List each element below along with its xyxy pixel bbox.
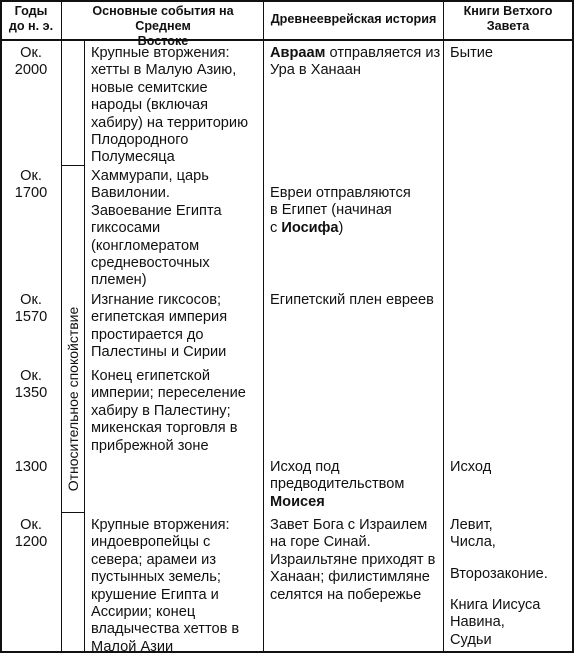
books-cell: Бытие (450, 45, 494, 61)
history-cell (270, 459, 442, 511)
history-text: Исход под предводительством (270, 459, 405, 493)
events-cell: Конец египетской империи; переселение хабиру в Палестину; микенская торговля в прибрежной зоне (91, 368, 246, 454)
header-events: Основные события на Среднем Востоке (92, 4, 234, 48)
header-books: Книги Ветхого Завета (463, 4, 553, 33)
table-top-border (0, 0, 574, 2)
history-person: Иосифа (281, 219, 339, 236)
history-text-end: ) (338, 219, 344, 236)
history-cell: Завет Бога с Израилем на горе Синай. Израильтяне приходят в Ханаан; филистимляне селятся на побережье (270, 517, 436, 603)
books-cell: Исход (450, 459, 492, 475)
history-person: Моисея (270, 493, 325, 510)
year-cell: Ок. 1570 (14, 292, 48, 326)
history-person: Авраам (270, 45, 326, 61)
books-cell-leviticus-numbers: Левит, Числа, (450, 517, 496, 551)
events-cell: Крупные вторжения: индоевропейцы с севера; арамеи из пустынных земель; крушение Египта и Ассирии; конец владычества хеттов в Малой Азии (91, 517, 240, 655)
history-text: Евреи отправляются в Египет (начиная с (270, 185, 411, 236)
year-cell: 1300 (14, 459, 48, 475)
header-history: Древнееврейская история (270, 12, 437, 26)
history-cell (270, 45, 442, 80)
year-cell: Ок. 1350 (14, 368, 48, 402)
side-label-text: Относительное спокойствие (65, 306, 81, 492)
side-label-calm-period (62, 165, 84, 633)
events-cell: Крупные вторжения: хетты в Малую Азию, новые семитские народы (включая хабиру) на территорию Плодородного Полумесяца (91, 45, 249, 166)
history-text: отправляется из Ура в Ханаан (270, 45, 441, 79)
subcol-divider-top (84, 40, 85, 165)
events-cell: Изгнание гиксосов; египетская империя простирается до Палестины и Сирии (91, 292, 228, 361)
year-cell: Ок. 1700 (14, 168, 48, 202)
table-bottom-border (0, 651, 574, 653)
col-divider-events (263, 0, 264, 653)
year-cell: Ок. 2000 (14, 45, 48, 79)
subcol-divider-bottom (84, 512, 85, 653)
books-cell-joshua-judges: Книга Иисуса Навина, Судьи (450, 597, 541, 648)
history-cell: Египетский плен евреев (270, 292, 434, 308)
col-divider-history (443, 0, 444, 653)
header-years: Годы до н. э. (8, 4, 54, 33)
year-cell: Ок. 1200 (14, 517, 48, 551)
table-right-border (572, 0, 574, 653)
history-cell (270, 185, 442, 237)
books-cell-deuteronomy: Второзаконие. (450, 566, 548, 582)
events-cell: Хаммурапи, царь Вавилонии. Завоевание Египта гиксосами (конгломератом средневосточных племен) (91, 168, 222, 289)
